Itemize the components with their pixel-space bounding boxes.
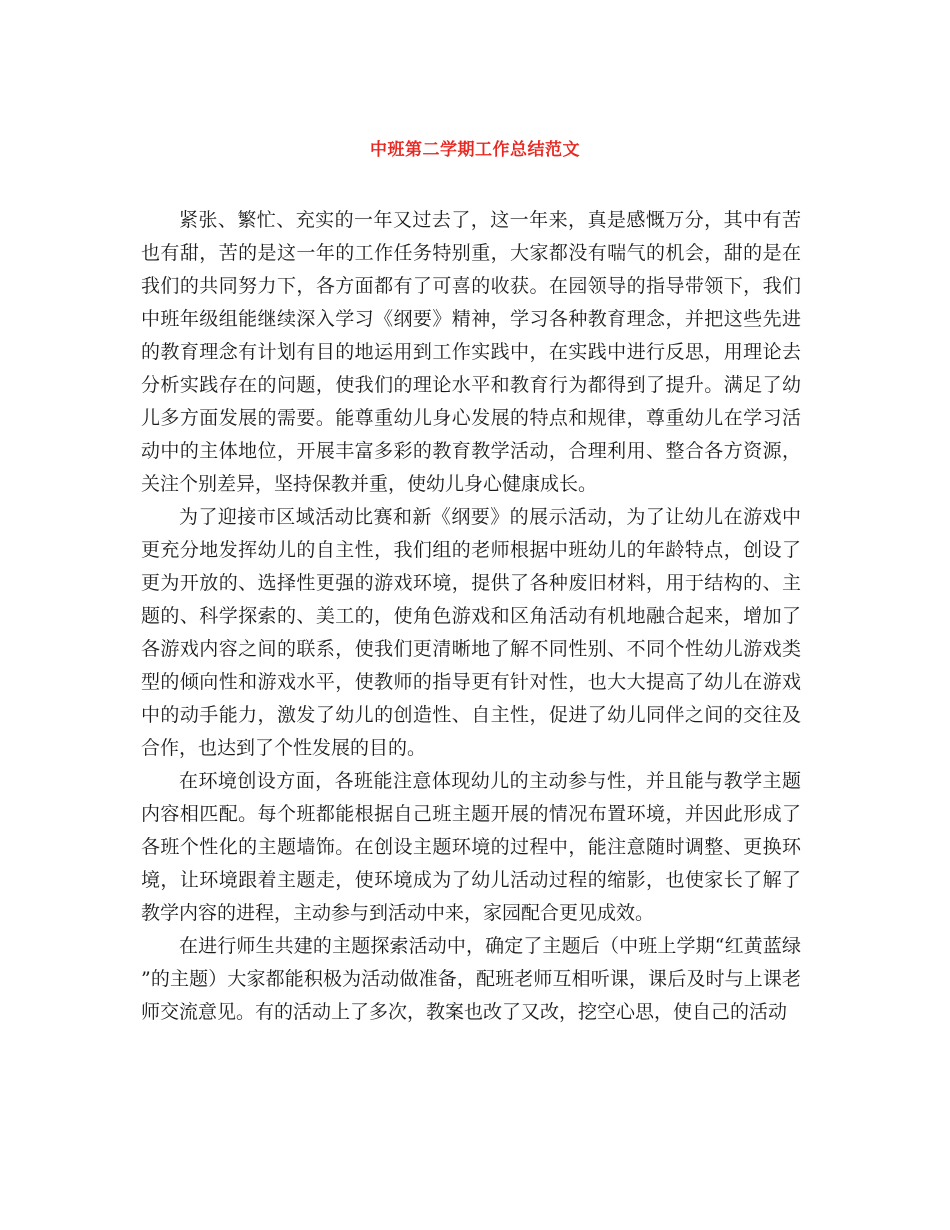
paragraph-3: 在环境创设方面，各班能注意体现幼儿的主动参与性，并且能与教学主题内容相匹配。每个班都能根据自己班主题开展的情况布置环境，并因此形成了各班个性化的主题墙饰。在创设主题环境的过程中，能注意随时调整、更换环境，让环境跟着主题走，使环境成为了幼儿活动过程的缩影，也使家长了解了教学内容的进程，主动参与到活动中来，家园配合更见成效。 [141, 770, 801, 924]
document-title: 中班第二学期工作总结范文 [370, 140, 580, 160]
paragraph-2: 为了迎接市区域活动比赛和新《纲要》的展示活动，为了让幼儿在游戏中更充分地发挥幼儿的自主性，我们组的老师根据中班幼儿的年龄特点，创设了更为开放的、选择性更强的游戏环境，提供了各种废旧材料，用于结构的、主题的、科学探索的、美工的，使角色游戏和区角活动有机地融合起来，增加了各游戏内容之间的联系，使我们更清晰地了解不同性别、不同个性幼儿游戏类型的倾向性和游戏水平，使教师的指导更有针对性，也大大提高了幼儿在游戏中的动手能力，激发了幼儿的创造性、自主性，促进了幼儿同伴之间的交往及合作，也达到了个性发展的目的。 [141, 506, 801, 759]
document-body [141, 204, 801, 1029]
paragraph-4: 在进行师生共建的主题探索活动中，确定了主题后（中班上学期“红黄蓝绿”的主题）大家都能积极为活动做准备，配班老师互相听课，课后及时与上课老师交流意见。有的活动上了多次，教案也改了又改，挖空心思，使自己的活动 [141, 935, 801, 1023]
paragraph-1: 紧张、繁忙、充实的一年又过去了，这一年来，真是感慨万分，其中有苦也有甜，苦的是这一年的工作任务特别重，大家都没有喘气的机会，甜的是在我们的共同努力下，各方面都有了可喜的收获。在园领导的指导带领下，我们中班年级组能继续深入学习《纲要》精神，学习各种教育理念，并把这些先进的教育理念有计划有目的地运用到工作实践中，在实践中进行反思，用理论去分析实践存在的问题，使我们的理论水平和教育行为都得到了提升。满足了幼儿多方面发展的需要。能尊重幼儿身心发展的特点和规律，尊重幼儿在学习活动中的主体地位，开展丰富多彩的教育教学活动，合理利用、整合各方资源，关注个别差异，坚持保教并重，使幼儿身心健康成长。 [141, 209, 801, 495]
